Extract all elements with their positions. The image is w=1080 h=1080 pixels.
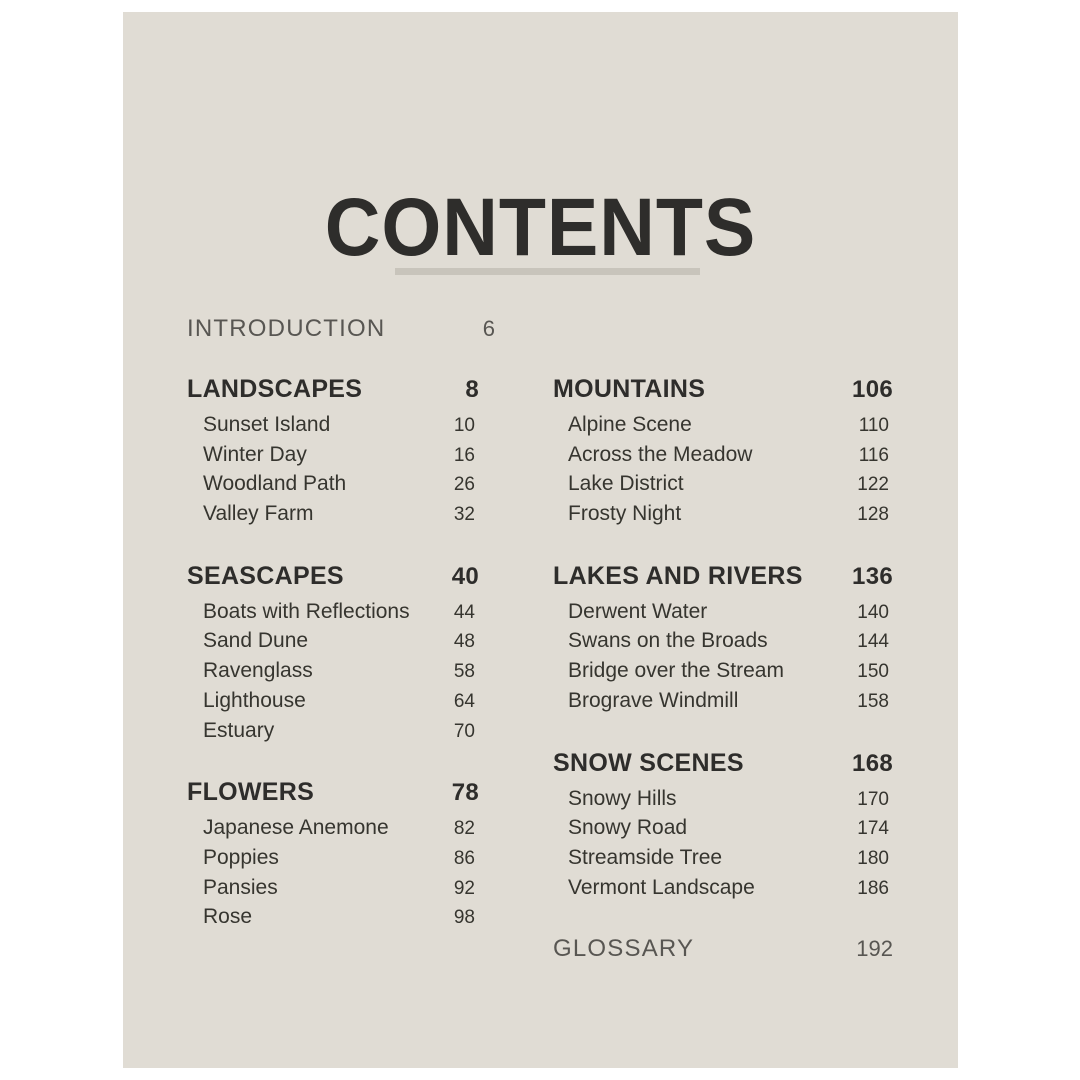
list-item[interactable]	[187, 814, 497, 842]
entry-page-number: 70	[453, 720, 475, 742]
entry-page-number: 180	[857, 847, 889, 869]
entry-page-number: 174	[857, 818, 889, 840]
entry-title: Frosty Night	[568, 502, 682, 526]
entry-title: Rose	[203, 905, 253, 929]
list-item[interactable]	[187, 844, 497, 872]
list-item[interactable]	[553, 844, 893, 872]
entry-page-number: 170	[857, 788, 889, 810]
list-item[interactable]	[187, 903, 497, 931]
entry-page-number: 144	[857, 631, 889, 653]
entry-page-number: 128	[857, 504, 889, 526]
list-item[interactable]	[187, 874, 497, 902]
list-item[interactable]	[553, 598, 893, 626]
list-item[interactable]	[553, 814, 893, 842]
section-page-number: 106	[852, 376, 893, 403]
toc-section-mountains	[553, 375, 893, 528]
section-header[interactable]	[187, 562, 497, 591]
entry-title: Ravenglass	[203, 659, 313, 683]
list-item[interactable]	[553, 470, 893, 498]
list-item[interactable]	[187, 627, 497, 655]
entry-page-number: 44	[453, 601, 475, 623]
introduction-page-number: 6	[482, 316, 495, 341]
list-item[interactable]	[187, 717, 497, 745]
entry-page-number: 32	[453, 504, 475, 526]
entry-title: Alpine Scene	[568, 413, 692, 436]
entry-page-number: 116	[858, 444, 889, 466]
section-header[interactable]	[553, 562, 893, 591]
entry-title: Boats with Reflections	[203, 599, 410, 623]
entry-title: Sunset Island	[203, 413, 331, 436]
section-page-number: 136	[852, 562, 893, 590]
section-page-number: 78	[451, 779, 479, 807]
entry-title: Estuary	[203, 718, 275, 742]
entry-page-number: 92	[453, 877, 475, 899]
introduction-label: INTRODUCTION	[187, 315, 386, 342]
toc-column-right	[553, 375, 893, 963]
section-title: FLOWERS	[187, 778, 315, 807]
glossary-label: GLOSSARY	[553, 935, 695, 963]
entry-title: Bridge over the Stream	[568, 659, 784, 683]
toc-entry-glossary[interactable]	[553, 935, 893, 963]
entry-title: Lake District	[568, 472, 684, 496]
entry-page-number: 48	[453, 631, 475, 653]
toc-entry-introduction[interactable]	[187, 315, 517, 343]
toc-section-snow-scenes	[553, 749, 893, 902]
entry-page-number: 186	[857, 877, 889, 899]
entry-title: Valley Farm	[203, 502, 314, 526]
entry-title: Snowy Hills	[568, 786, 677, 810]
list-item[interactable]	[187, 470, 497, 498]
list-item[interactable]	[553, 500, 893, 528]
entry-title: Woodland Path	[203, 472, 347, 496]
page-title: CONTENTS	[324, 182, 757, 273]
entry-title: Brograve Windmill	[568, 688, 739, 712]
entry-title: Japanese Anemone	[203, 816, 389, 840]
list-item[interactable]	[553, 411, 893, 439]
entry-title: Poppies	[203, 845, 279, 869]
section-page-number: 40	[451, 562, 479, 590]
entry-page-number: 140	[857, 601, 889, 623]
list-item[interactable]	[187, 441, 497, 469]
list-item[interactable]	[187, 500, 497, 528]
toc-column-left	[187, 375, 497, 965]
glossary-page-number: 192	[856, 936, 893, 962]
section-title: LAKES AND RIVERS	[553, 561, 803, 590]
section-page-number: 168	[852, 749, 893, 777]
list-item[interactable]	[553, 874, 893, 902]
section-title: MOUNTAINS	[553, 375, 706, 403]
entry-title: Snowy Road	[568, 816, 688, 840]
section-title: LANDSCAPES	[187, 375, 363, 403]
list-item[interactable]	[187, 411, 497, 439]
entry-page-number: 10	[453, 415, 475, 436]
entry-title: Derwent Water	[568, 599, 708, 623]
entry-page-number: 64	[453, 690, 475, 712]
list-item[interactable]	[187, 687, 497, 715]
toc-section-landscapes	[187, 375, 497, 528]
list-item[interactable]	[553, 627, 893, 655]
list-item[interactable]	[187, 657, 497, 685]
entry-page-number: 26	[453, 474, 475, 496]
toc-section-flowers	[187, 778, 497, 931]
section-header[interactable]	[187, 778, 497, 807]
entry-page-number: 158	[857, 690, 889, 712]
entry-title: Swans on the Broads	[568, 629, 768, 653]
entry-page-number: 150	[857, 661, 889, 683]
entry-page-number: 122	[857, 474, 889, 496]
entry-page-number: 86	[453, 847, 475, 869]
toc-columns	[123, 375, 958, 975]
entry-title: Winter Day	[203, 442, 307, 466]
entry-title: Vermont Landscape	[568, 875, 755, 899]
contents-page	[123, 12, 958, 1068]
toc-section-lakes-and-rivers	[553, 562, 893, 715]
toc-section-seascapes	[187, 562, 497, 744]
section-title: SEASCAPES	[187, 561, 344, 590]
entry-title: Lighthouse	[203, 688, 306, 712]
section-header[interactable]	[553, 375, 893, 404]
entry-title: Across the Meadow	[568, 442, 753, 466]
list-item[interactable]	[187, 598, 497, 626]
entry-title: Sand Dune	[203, 629, 309, 653]
entry-page-number: 58	[453, 661, 475, 683]
entry-title: Pansies	[203, 875, 278, 899]
entry-title: Streamside Tree	[568, 845, 723, 869]
section-title: SNOW SCENES	[553, 748, 744, 777]
entry-page-number: 82	[453, 818, 475, 840]
list-item[interactable]	[553, 657, 893, 685]
list-item[interactable]	[553, 687, 893, 715]
entry-page-number: 110	[858, 415, 889, 436]
entry-page-number: 98	[453, 907, 475, 929]
section-page-number: 8	[465, 376, 479, 403]
page-title-container	[123, 182, 958, 273]
section-header[interactable]	[187, 375, 497, 404]
list-item[interactable]	[553, 441, 893, 469]
section-header[interactable]	[553, 749, 893, 778]
entry-page-number: 16	[453, 444, 475, 466]
list-item[interactable]	[553, 785, 893, 813]
